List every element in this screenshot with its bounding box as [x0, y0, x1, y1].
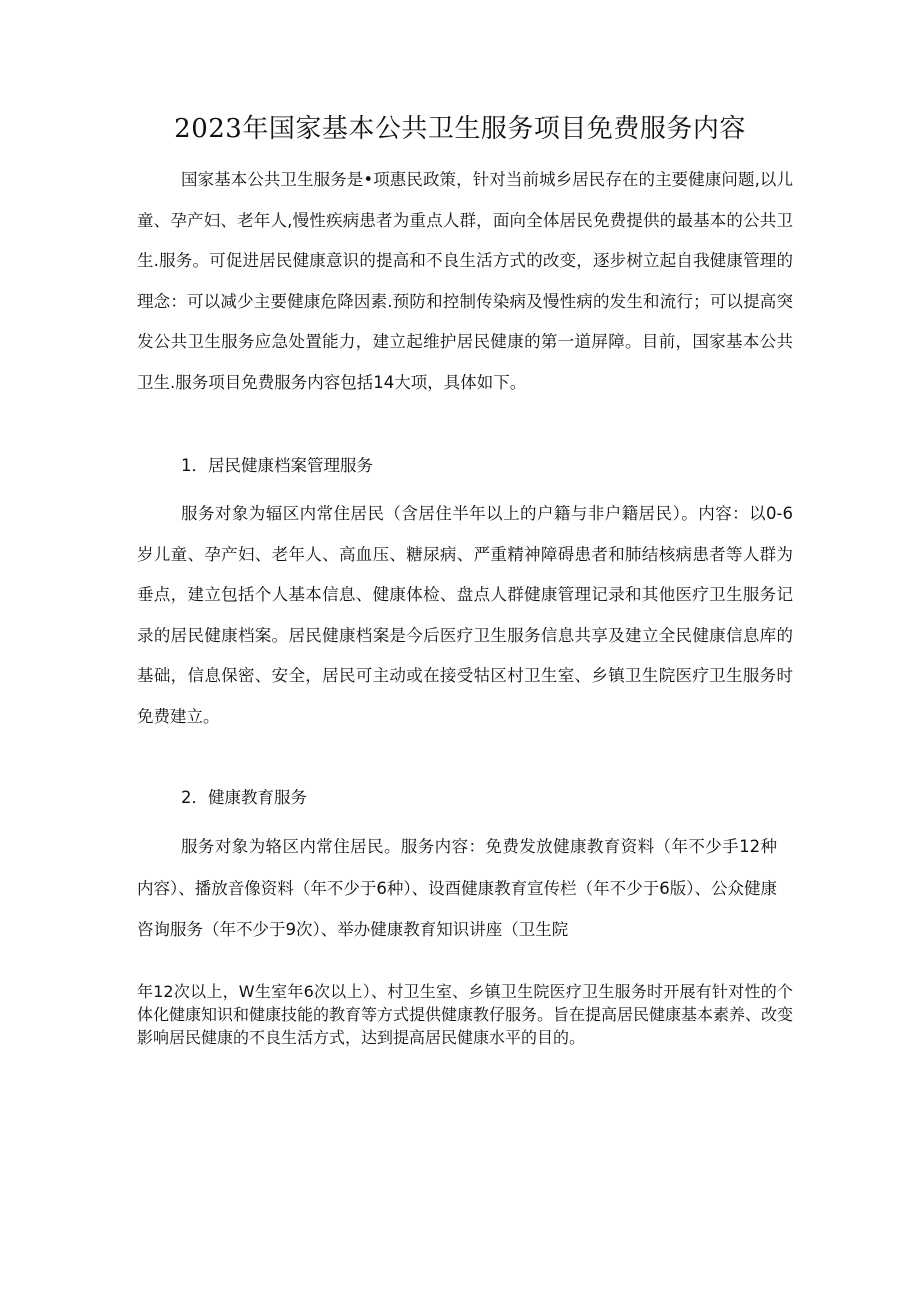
section-body-1: 服务对象为辐区内常住居民（含居住半年以上的户籍与非户籍居民）。内容：以0-6岁儿童、孕产妇、老年人、高血压、糖尿病、严重精神障碍患者和肺结核病患者等人群为垂点，建立包括个人基本信息、健康体检、盘点人群健康管理记录和其他医疗卫生服务记录的居民健康档案。居民健康档案是今后医疗卫生服务信息共享及建立全民健康信息库的基础，信息保密、安全，居民可主动或在接受牯区村卫生室、乡镇卫生院医疗卫生服务时免费建立。 [137, 504, 793, 726]
intro-paragraph: 国家基本公共卫生服务是•项惠民政策，针对当前城乡居民存在的主要健康问题,以儿童、孕产妇、老年人,慢性疾病患者为重点人群，面向全体居民免费提供的最基本的公共卫生.服务。可促进居民健康意识的提高和不良生活方式的改变，逐步树立起自我健康管理的理念：可以减少主要健康危降因素.预防和控制传染病及慢性病的发生和流行；可以提高突发公共卫生服务应急处置能力，建立起维护居民健康的第一道屏障。目前，国家基本公共卫生.服务项目免费服务内容包括14大项，具体如下。 [137, 170, 793, 392]
section-body-2: 服务对象为辂区内常住居民。服务内容：免费发放健康教育资料（年不少手12种内容）、播放音像资料（年不少于6种）、设酉健康教育宣传栏（年不少于6版）、公众健康咨询服务（年不少于9次）、举办健康教育知识讲座（卫生院 [137, 837, 777, 939]
section-heading-1: 1．居民健康档案管理服务 [181, 456, 373, 475]
section-body-2-continuation: 年12次以上，W生室年6次以上）、村卫生室、乡镇卫生院医疗卫生服务时开展有针对性的个体化健康知识和健康技能的教育等方式提供健康教仔服务。旨在提高居民健康基本素养、改变影响居民健康的不良生活方式，达到提高居民健康水平的目的。 [137, 982, 794, 1047]
section-heading-2: 2．健康教育服务 [181, 788, 307, 807]
document-title: 2023年国家基本公共卫生服务项目免费服务内容 [174, 114, 746, 144]
